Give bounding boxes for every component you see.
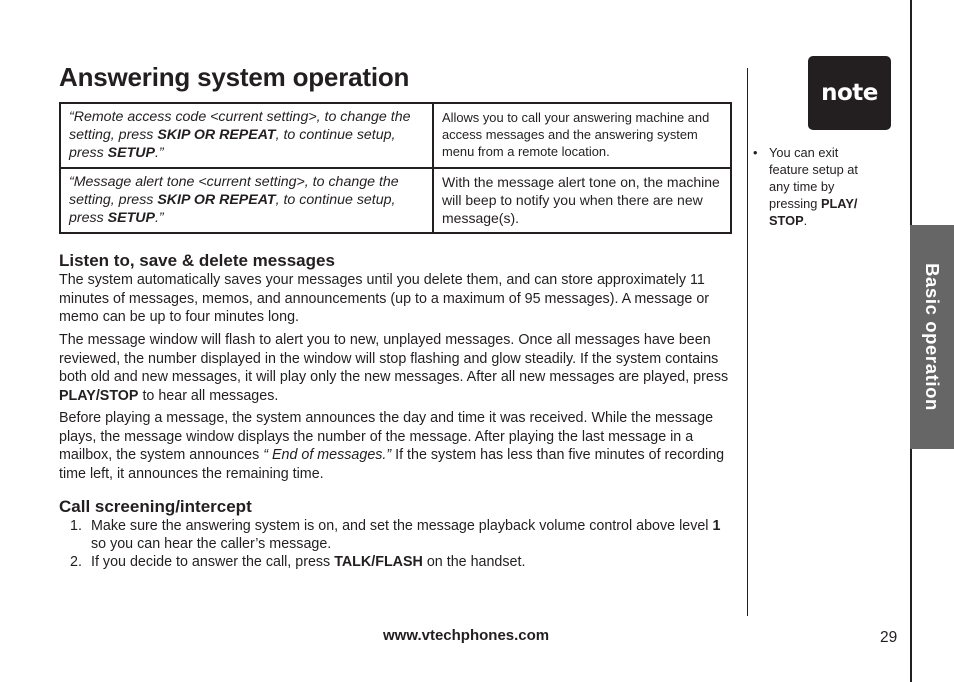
side-tab-label: Basic operation [922,263,943,411]
voice-prompt-cell: “Message alert tone <current setting>, to change the setting, press SKIP OR REPEAT, to continue setup, press SETUP.” [60,168,433,233]
page-number: 29 [880,629,898,646]
footer-url: www.vtechphones.com [383,627,550,644]
voice-prompt-cell: “Remote access code <current setting>, to change the setting, press SKIP OR REPEAT, to continue setup, press SETUP.” [60,103,433,168]
section-side-tab [910,225,954,449]
page-title: Answering system operation [59,62,410,92]
column-divider [747,68,748,616]
bullet-icon: • [753,145,758,160]
call-screening-heading: Call screening/intercept [59,497,252,516]
paragraph: The message window will flash to alert you to new, unplayed messages. Once all messages have been reviewed, the number displayed in the window will stop flashing and glow steadily. If the system contains both old and new messages, it will play only the new messages. After all new messages are played, press PLAY/STOP to hear all messages. [59,332,729,404]
note-badge [808,56,891,130]
listen-section-heading: Listen to, save & delete messages [59,251,335,270]
paragraph: Before playing a message, the system announces the day and time it was received. While the message plays, the message window displays the number of the message. After playing the last message in a mailbox, the system announces “ End of messages.” If the system has less than five minutes of recording time left, it announces the remaining time. [59,410,725,482]
note-badge-label: note [821,80,878,106]
paragraph: The system automatically saves your messages until you delete them, and can store approximately 11 minutes of messages, memos, and announcements (up to a maximum of 95 messages). A message or memo can be up to four minutes long. [59,272,710,325]
list-item: 1. Make sure the answering system is on, and set the message playback volume control above level 1 so you can hear the caller’s message. [70,518,721,553]
step-number: 1. [70,518,82,534]
note-list [751,144,871,229]
call-screening-steps [59,517,735,572]
description-cell: Allows you to call your answering machine and access messages and the answering system menu from a remote location. [433,103,731,168]
table-row [60,168,731,233]
description-cell: With the message alert tone on, the machine will beep to notify you when there are new message(s). [433,168,731,233]
commands-table [59,102,732,234]
step-number: 2. [70,554,82,571]
table-row [60,103,731,168]
note-item: • You can exit feature setup at any time by pressing PLAY/ STOP. [753,145,858,228]
list-item: 2. If you decide to answer the call, press TALK/FLASH on the handset. [70,554,526,571]
